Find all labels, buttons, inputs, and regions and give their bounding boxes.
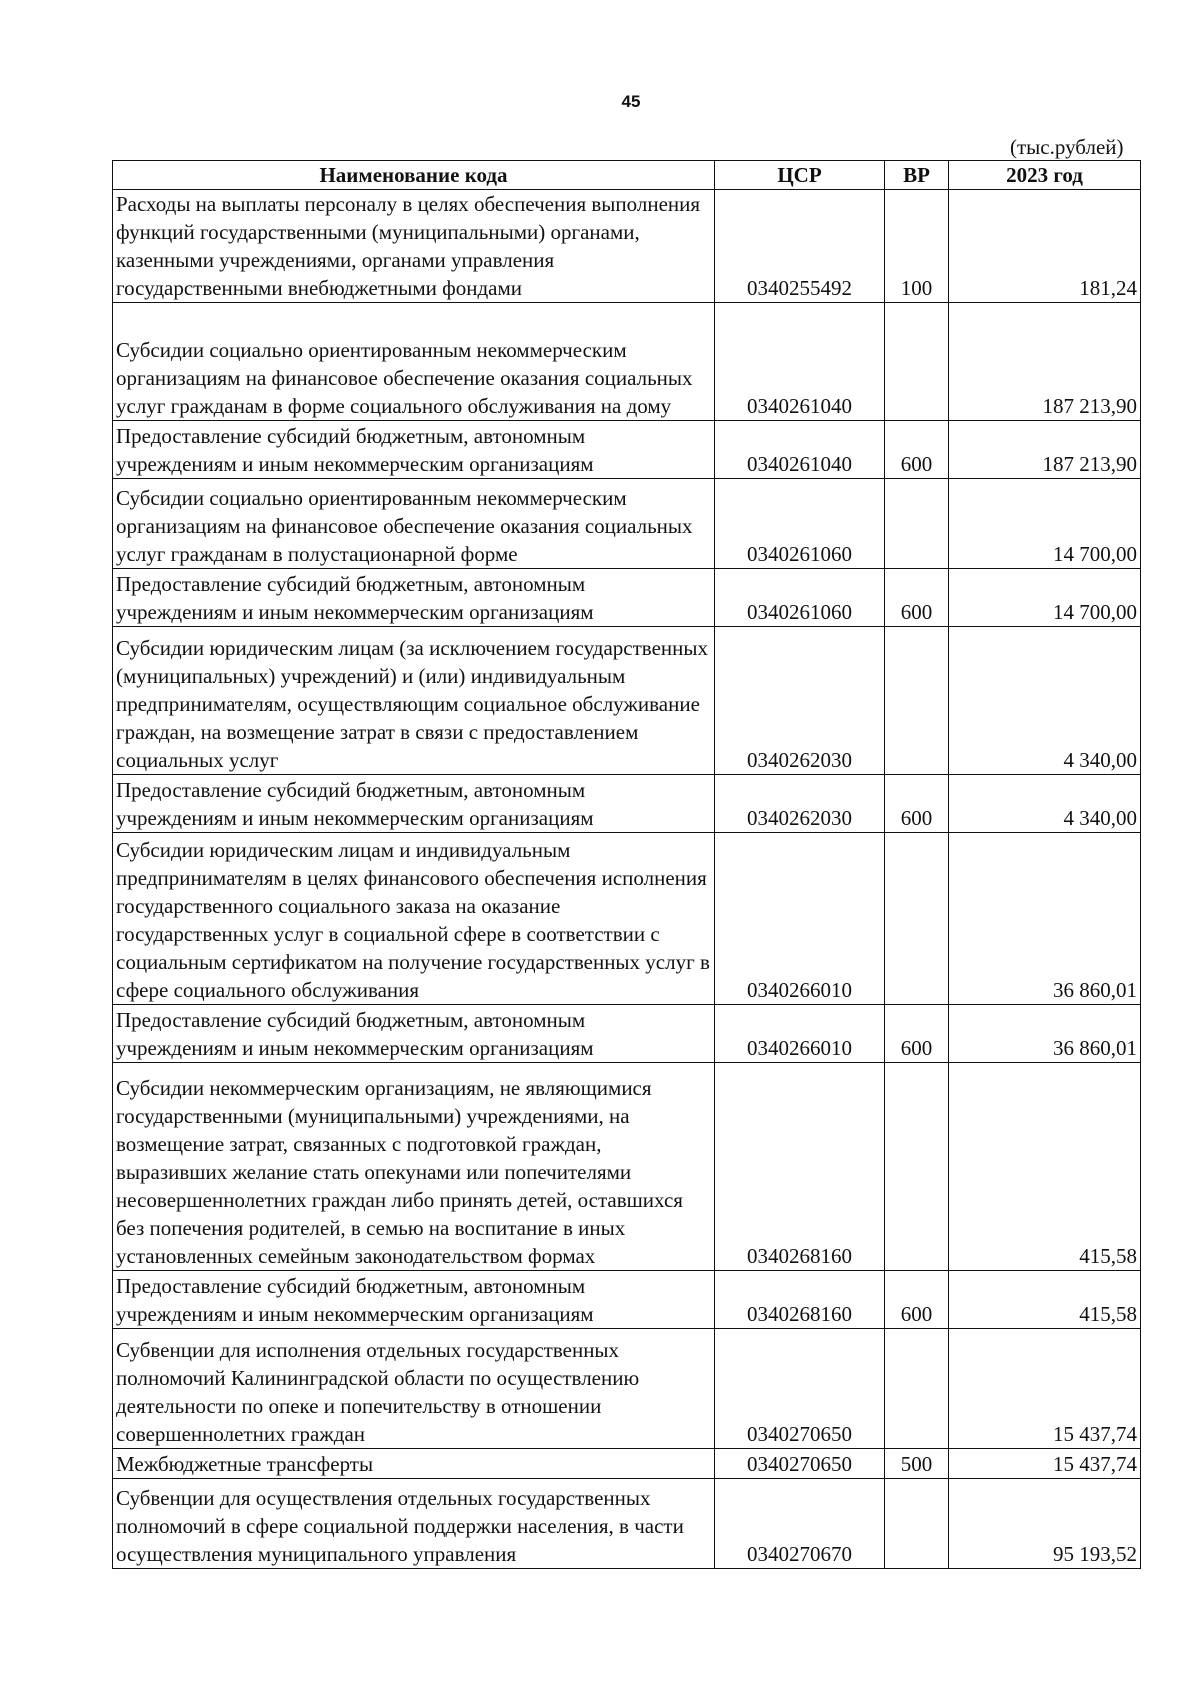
row-amount: 14 700,00 [949, 569, 1141, 627]
table-row [113, 1005, 1141, 1063]
row-name: Субсидии социально ориентированным некоммерческим организациям на финансовое обеспечение оказания социальных услуг гражданам в форме социального обслуживания на дому [113, 303, 715, 421]
table-row [113, 1449, 1141, 1479]
row-vr: 600 [885, 775, 949, 833]
row-csr: 0340261040 [715, 303, 885, 421]
row-csr: 0340268160 [715, 1271, 885, 1329]
row-name: Предоставление субсидий бюджетным, автономным учреждениям и иным некоммерческим организациям [113, 421, 715, 479]
row-csr: 0340261040 [715, 421, 885, 479]
row-csr: 0340255492 [715, 190, 885, 303]
header-year: 2023 год [949, 161, 1141, 190]
table-row [113, 1271, 1141, 1329]
table-row [113, 833, 1141, 1005]
row-amount: 4 340,00 [949, 627, 1141, 775]
row-amount: 415,58 [949, 1063, 1141, 1271]
header-row [113, 161, 1141, 190]
row-name: Субсидии некоммерческим организациям, не являющимися государственными (муниципальными) учреждениями, на возмещение затрат, связанных с подготовкой граждан, выразивших желание стать опекунами или попечителями несовершеннолетних граждан либо принять детей, оставшихся без попечения родителей, в семью на воспитание в иных установленных семейным законодательством формах [113, 1063, 715, 1271]
row-name: Предоставление субсидий бюджетным, автономным учреждениям и иным некоммерческим организациям [113, 775, 715, 833]
row-amount: 15 437,74 [949, 1449, 1141, 1479]
row-amount: 4 340,00 [949, 775, 1141, 833]
row-amount: 36 860,01 [949, 1005, 1141, 1063]
row-vr [885, 1479, 949, 1569]
row-vr: 600 [885, 1271, 949, 1329]
header-csr: ЦСР [715, 161, 885, 190]
row-csr: 0340266010 [715, 1005, 885, 1063]
table-row [113, 421, 1141, 479]
row-vr [885, 303, 949, 421]
row-csr: 0340270650 [715, 1449, 885, 1479]
table-row [113, 1479, 1141, 1569]
row-csr: 0340261060 [715, 479, 885, 569]
table-row [113, 775, 1141, 833]
table-row [113, 190, 1141, 303]
row-vr: 600 [885, 421, 949, 479]
row-name: Межбюджетные трансферты [113, 1449, 715, 1479]
row-csr: 0340262030 [715, 627, 885, 775]
row-vr [885, 1063, 949, 1271]
row-vr: 100 [885, 190, 949, 303]
table-row [113, 303, 1141, 421]
row-amount: 14 700,00 [949, 479, 1141, 569]
row-name: Субвенции для исполнения отдельных государственных полномочий Калининградской области по осуществлению деятельности по опеке и попечительству в отношении совершеннолетних граждан [113, 1329, 715, 1449]
row-name: Предоставление субсидий бюджетным, автономным учреждениям и иным некоммерческим организациям [113, 1271, 715, 1329]
row-name: Субсидии социально ориентированным некоммерческим организациям на финансовое обеспечение оказания социальных услуг гражданам в полустационарной форме [113, 479, 715, 569]
row-csr: 0340266010 [715, 833, 885, 1005]
row-csr: 0340262030 [715, 775, 885, 833]
row-amount: 95 193,52 [949, 1479, 1141, 1569]
row-name: Субвенции для осуществления отдельных государственных полномочий в сфере социальной поддержки населения, в части осуществления муниципального управления [113, 1479, 715, 1569]
row-name: Субсидии юридическим лицам (за исключением государственных (муниципальных) учреждений) и (или) индивидуальным предпринимателям, осуществляющим социальное обслуживание граждан, на возмещение затрат в связи с предоставлением социальных услуг [113, 627, 715, 775]
row-name: Расходы на выплаты персоналу в целях обеспечения выполнения функций государственными (муниципальными) органами, казенными учреждениями, органами управления государственными внебюджетными фондами [113, 190, 715, 303]
row-name: Предоставление субсидий бюджетным, автономным учреждениям и иным некоммерческим организациям [113, 1005, 715, 1063]
table-row [113, 1063, 1141, 1271]
table-row [113, 479, 1141, 569]
row-vr: 500 [885, 1449, 949, 1479]
row-amount: 187 213,90 [949, 421, 1141, 479]
table-row [113, 1329, 1141, 1449]
row-csr: 0340261060 [715, 569, 885, 627]
header-vr: ВР [885, 161, 949, 190]
row-amount: 415,58 [949, 1271, 1141, 1329]
row-vr [885, 1329, 949, 1449]
row-name: Субсидии юридическим лицам и индивидуальным предпринимателям в целях финансового обеспечения исполнения государственного социального заказа на оказание государственных услуг в социальной сфере в соответствии с социальным сертификатом на получение государственных услуг в сфере социального обслуживания [113, 833, 715, 1005]
header-name: Наименование кода [113, 161, 715, 190]
row-amount: 15 437,74 [949, 1329, 1141, 1449]
row-amount: 187 213,90 [949, 303, 1141, 421]
row-amount: 36 860,01 [949, 833, 1141, 1005]
row-csr: 0340270670 [715, 1479, 885, 1569]
table-row [113, 627, 1141, 775]
row-vr: 600 [885, 569, 949, 627]
row-vr [885, 833, 949, 1005]
row-vr: 600 [885, 1005, 949, 1063]
row-csr: 0340270650 [715, 1329, 885, 1449]
row-vr [885, 479, 949, 569]
table-row [113, 569, 1141, 627]
page-number: 45 [621, 92, 641, 111]
row-amount: 181,24 [949, 190, 1141, 303]
budget-table [112, 160, 1141, 1569]
row-vr [885, 627, 949, 775]
row-name: Предоставление субсидий бюджетным, автономным учреждениям и иным некоммерческим организациям [113, 569, 715, 627]
units-label: (тыс.рублей) [1010, 135, 1124, 159]
row-csr: 0340268160 [715, 1063, 885, 1271]
